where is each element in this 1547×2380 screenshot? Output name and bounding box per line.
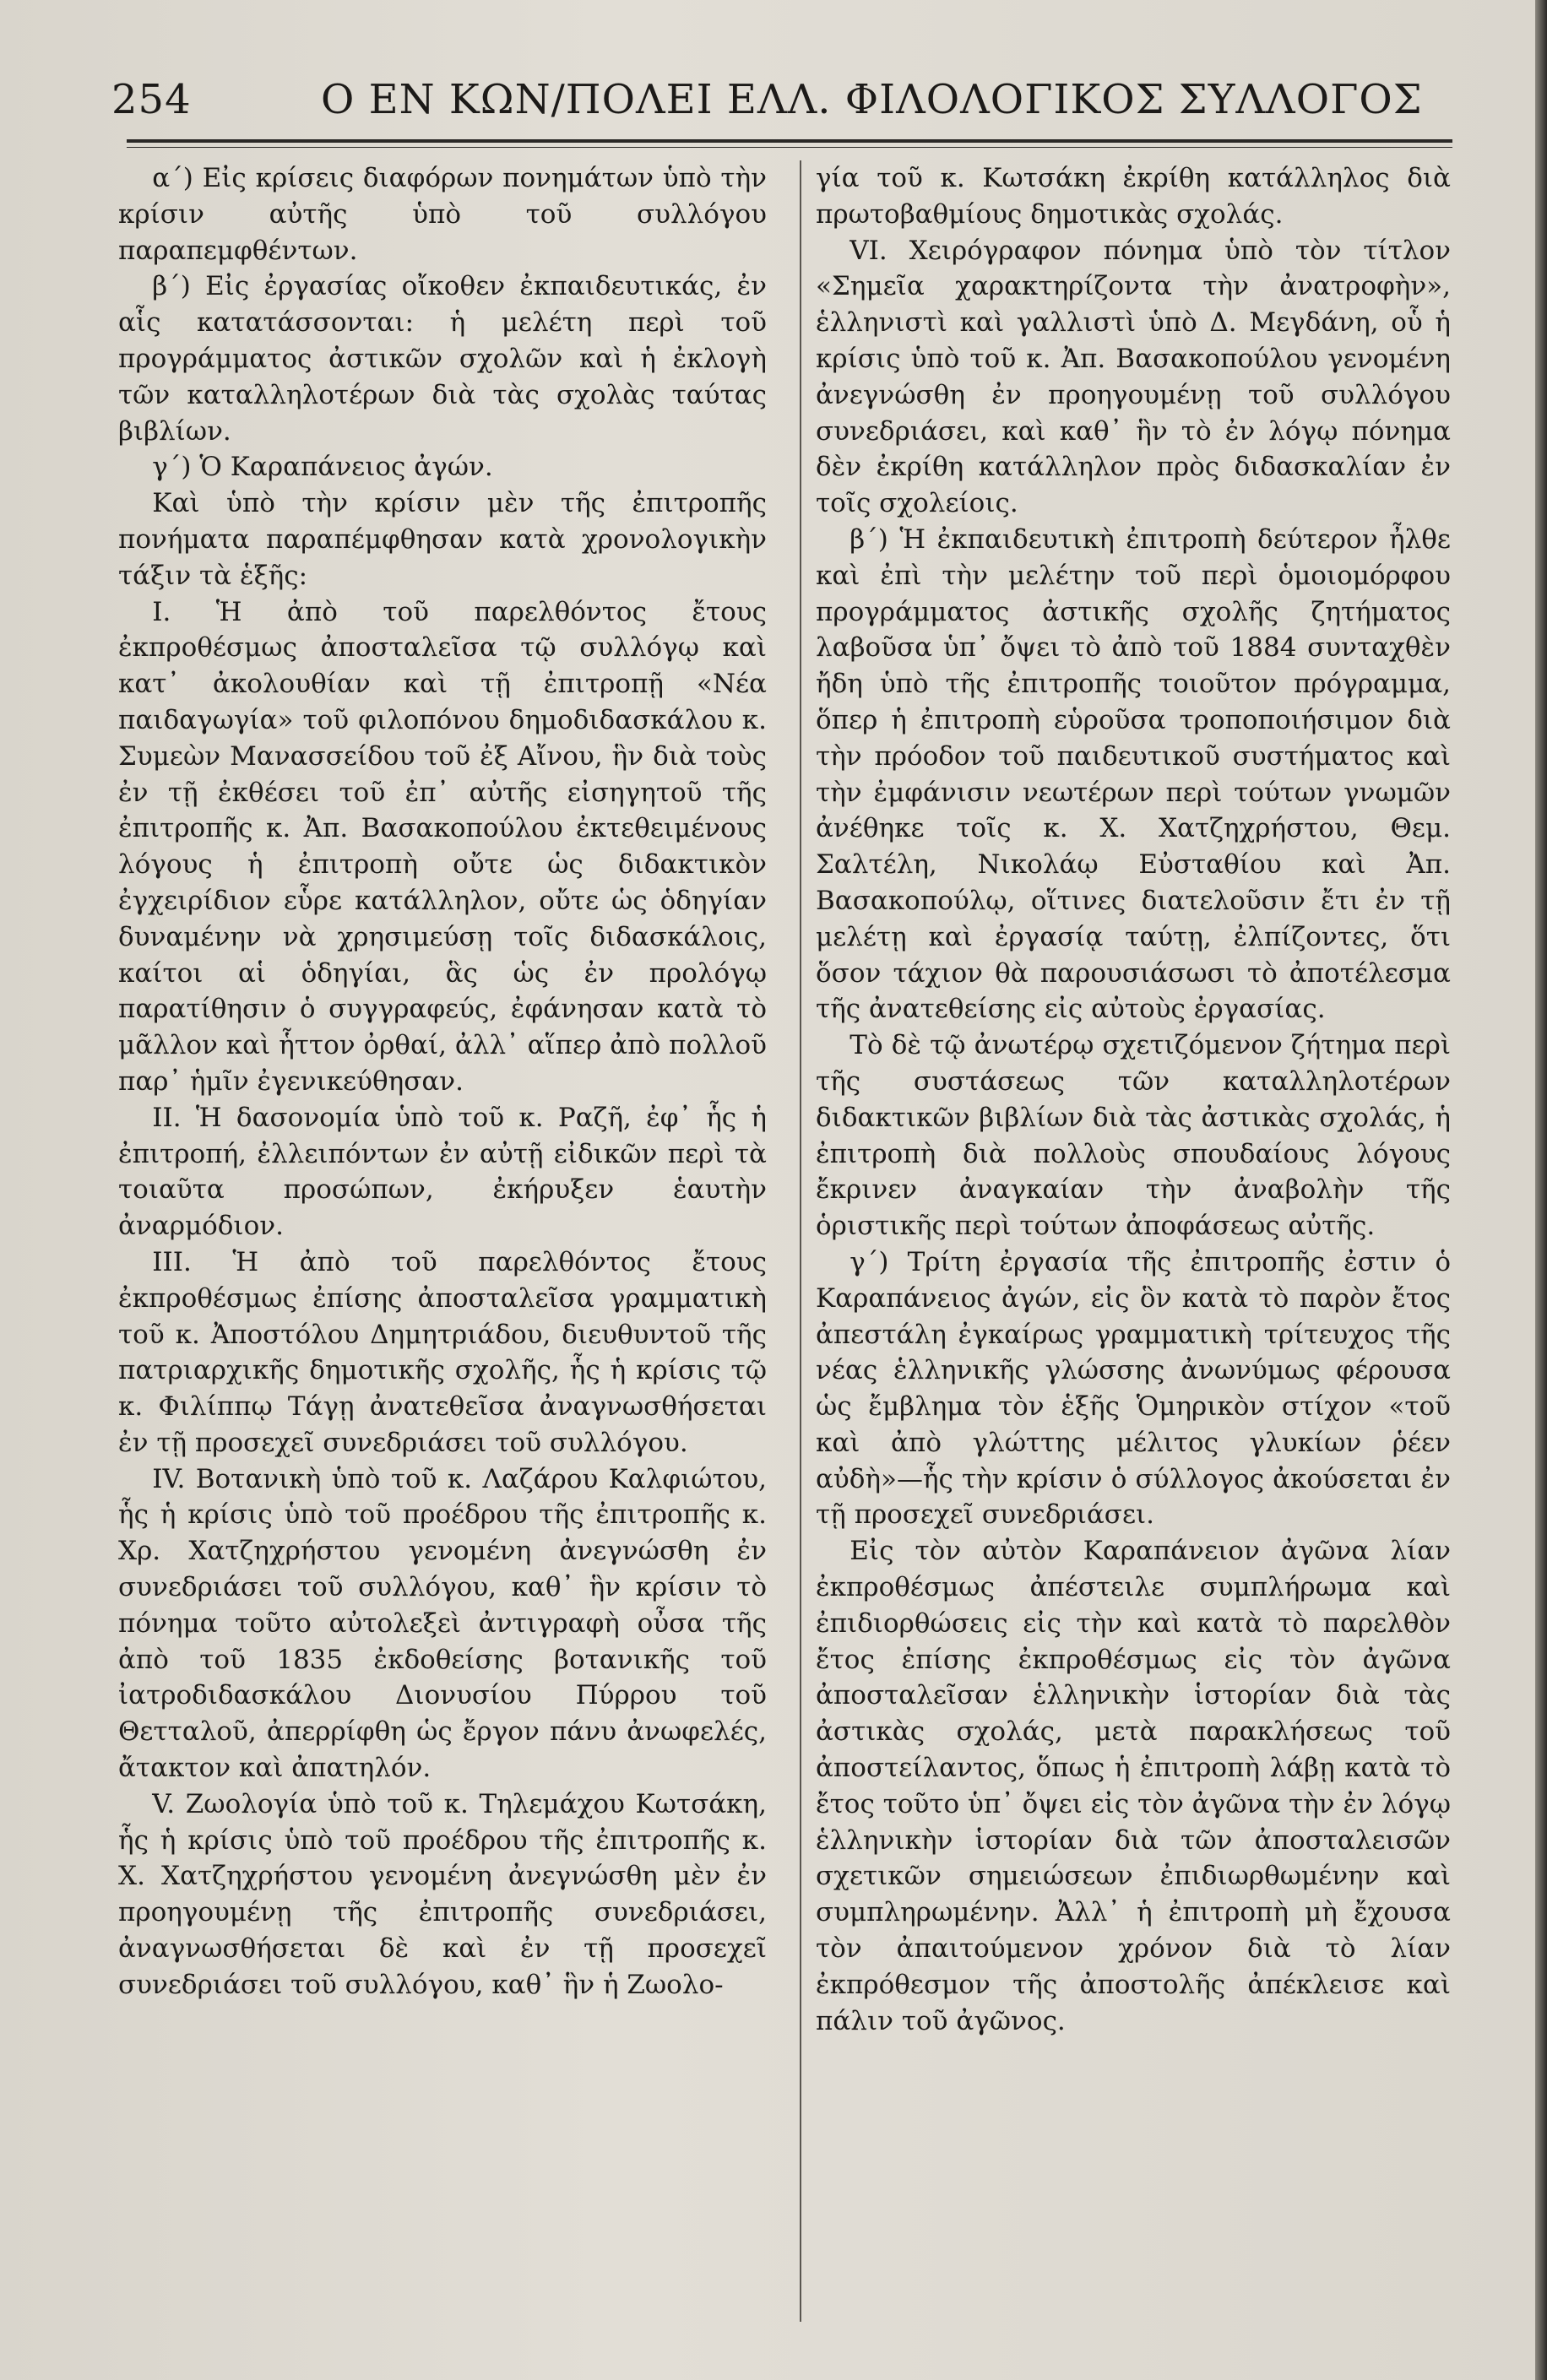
paragraph: VΙ. Χειρόγραφον πόνημα ὑπὸ τὸν τίτλον «Σημεῖα χαρακτηρίζοντα τὴν ἀνατροφὴν», ἑλληνιστὶ καὶ γαλλιστὶ ὑπὸ Δ. Μεγδάνη, οὗ ἡ κρίσις ὑπὸ τοῦ κ. Ἀπ. Βασακοπούλου γενομένη ἀνεγνώσθη ἐν προηγουμένῃ τοῦ συλλόγου συνεδριάσει, καὶ καθ᾽ ἣν τὸ ἐν λόγῳ πόνημα δὲν ἐκρίθη κατάλληλον πρὸς διδασκαλίαν ἐν τοῖς σχολείοις. [816,235,1451,519]
header-rule-thin [127,147,1452,148]
paragraph: Εἰς τὸν αὐτὸν Καραπάνειον ἀγῶνα λίαν ἐκπροθέσμως ἀπέστειλε συμπλήρωμα καὶ ἐπιδιορθώσεις εἰς τὴν καὶ κατὰ τὸ παρελθὸν ἔτος ἐπίσης ἐκπροθέσμως εἰς τὸν ἀγῶνα ἀποσταλεῖσαν ἑλληνικὴν ἱστορίαν διὰ τὰς ἀστικὰς σχολάς, μετὰ παρακλήσεως τοῦ ἀποστείλαντος, ὅπως ἡ ἐπιτροπὴ λάβῃ κατὰ τὸ ἔτος τοῦτο ὑπ᾽ ὄψει εἰς τὸν ἀγῶνα τὴν ἐν λόγῳ ἑλληνικὴν ἱστορίαν διὰ τῶν ἀποσταλεισῶν σχετικῶν σημειώσεων ἐπιδιωρθωμένην καὶ συμπληρωμένην. Ἀλλ᾽ ἡ ἐπιτροπὴ μὴ ἔχουσα τὸν ἀπαιτούμενον χρόνον διὰ τὸ λίαν ἐκπρόθεσμον τῆς ἀποστολῆς ἀπέκλεισε καὶ πάλιν τοῦ ἀγῶνος. [816,1536,1451,2036]
paragraph: γ΄) Ὁ Καραπάνειος ἀγών. [152,452,493,483]
column-divider [800,160,801,2322]
paragraph: Τὸ δὲ τῷ ἀνωτέρῳ σχετιζόμενον ζήτημα περὶ τῆς συστάσεως τῶν καταλληλοτέρων διδακτικῶν βιβλίων διὰ τὰς ἀστικὰς σχολάς, ἡ ἐπιτροπὴ διὰ πολλοὺς σπουδαίους λόγους ἔκρινεν ἀναγκαίαν τὴν ἀναβολὴν τῆς ὁριστικῆς περὶ τούτων ἀποφάσεως αὐτῆς. [816,1030,1451,1242]
right-column [816,160,1451,2039]
paragraph: β΄) Εἰς ἐργασίας οἴκοθεν ἐκπαιδευτικάς, ἐν αἷς κατατάσσονται: ἡ μελέτη περὶ τοῦ προγράμματος ἀστικῶν σχολῶν καὶ ἡ ἐκλογὴ τῶν καταλληλοτέρων διὰ τὰς σχολὰς ταύτας βιβλίων. [118,271,767,447]
paragraph: β΄) Ἡ ἐκπαιδευτικὴ ἐπιτροπὴ δεύτερον ἦλθε καὶ ἐπὶ τὴν μελέτην τοῦ περὶ ὁμοιομόρφου προγράμματος ἀστικῆς σχολῆς ζητήματος λαβοῦσα ὑπ᾽ ὄψει τὸ ἀπὸ τοῦ 1884 συνταχθὲν ἤδη ὑπὸ τῆς ἐπιτροπῆς τοιοῦτον πρόγραμμα, ὅπερ ἡ ἐπιτροπὴ εὑροῦσα τροποποιήσιμον διὰ τὴν πρόοδον τοῦ παιδευτικοῦ συστήματος καὶ τὴν ἐμφάνισιν νεωτέρων περὶ τούτων γνωμῶν ἀνέθηκε τοῖς κ. Χ. Χατζηχρήστου, Θεμ. Σαλτέλη, Νικολάῳ Εὐσταθίου καὶ Ἀπ. Βασακοπούλῳ, οἵτινες διατελοῦσιν ἔτι ἐν τῇ μελέτῃ καὶ ἐργασίᾳ ταύτῃ, ἐλπίζοντες, ὅτι ὅσον τάχιον θὰ παρουσιάσωσι τὸ ἀποτέλεσμα τῆς ἀνατεθείσης εἰς αὐτοὺς ἐργασίας. [816,523,1451,1025]
paragraph: γ΄) Τρίτη ἐργασία τῆς ἐπιτροπῆς ἐστιν ὁ Καραπάνειος ἀγών, εἰς ὃν κατὰ τὸ παρὸν ἔτος ἀπεστάλη ἐγκαίρως γραμματικὴ τρίτευχος τῆς νέας ἑλληνικῆς γλώσσης ἀνωνύμως φέρουσα ὡς ἔμβλημα τὸν ἑξῆς Ὁμηρικὸν στίχον «τοῦ καὶ ἀπὸ γλώττης μέλιτος γλυκίων ῥέεν αὐδὴ»—ἧς τὴν κρίσιν ὁ σύλλογος ἀκούσεται ἐν τῇ προσεχεῖ συνεδριάσει. [816,1246,1451,1531]
running-title: Ο ΕΝ ΚΩΝ/ΠΟΛΕΙ ΕΛΛ. ΦΙΛΟΛΟΓΙΚΟΣ ΣΥΛΛΟΓΟΣ [321,76,1423,123]
paragraph: V. Ζωολογία ὑπὸ τοῦ κ. Τηλεμάχου Κωτσάκη, ἧς ἡ κρίσις ὑπὸ τοῦ προέδρου τῆς ἐπιτροπῆς κ. Χ. Χατζηχρήστου γενομένη ἀνεγνώσθη μὲν ἐν προηγουμένῃ τῆς ἐπιτροπῆς συνεδριάσει, ἀναγνωσθήσεται δὲ καὶ ἐν τῇ προσεχεῖ συνεδριάσει τοῦ συλλόγου, καθ᾽ ἣν ἡ Ζωολο- [118,1788,767,2000]
paragraph: Καὶ ὑπὸ τὴν κρίσιν μὲν τῆς ἐπιτροπῆς πονήματα παραπέμφθησαν κατὰ χρονολογικὴν τάξιν τὰ ἑξῆς: [118,488,767,591]
paragraph: γία τοῦ κ. Κωτσάκη ἐκρίθη κατάλληλος διὰ πρωτοβαθμίους δημοτικὰς σχολάς. [816,163,1451,230]
paragraph: ΙΙΙ. Ἡ ἀπὸ τοῦ παρελθόντος ἔτους ἐκπροθέσμως ἐπίσης ἀποσταλεῖσα γραμματικὴ τοῦ κ. Ἀποστόλου Δημητριάδου, διευθυντοῦ τῆς πατριαρχικῆς δημοτικῆς σχολῆς, ἧς ἡ κρίσις τῷ κ. Φιλίππῳ Τάγῃ ἀνατεθεῖσα ἀναγνωσθήσεται ἐν τῇ προσεχεῖ συνεδριάσει τοῦ συλλόγου. [118,1246,767,1458]
page-header [111,76,1479,135]
paragraph: Ι. Ἡ ἀπὸ τοῦ παρελθόντος ἔτους ἐκπροθέσμως ἀποσταλεῖσα τῷ συλλόγῳ καὶ κατ᾽ ἀκολουθίαν καὶ τῇ ἐπιτροπῇ «Νέα παιδαγωγία» τοῦ φιλοπόνου δημοδιδασκάλου κ. Συμεὼν Μανασσείδου τοῦ ἐξ Αἴνου, ἣν διὰ τοὺς ἐν τῇ ἐκθέσει τοῦ ἐπ᾽ αὐτῆς εἰσηγητοῦ τῆς ἐπιτροπῆς κ. Ἀπ. Βασακοπούλου ἐκτεθειμένους λόγους ἡ ἐπιτροπὴ οὔτε ὡς διδακτικὸν ἐγχειρίδιον εὗρε κατάλληλον, οὔτε ὡς ὁδηγίαν δυναμένην νὰ χρησιμεύσῃ τοῖς διδασκάλοις, καίτοι αἱ ὁδηγίαι, ἃς ὡς ἐν προλόγῳ παρατίθησιν ὁ συγγραφεύς, ἐφάνησαν κατὰ τὸ μᾶλλον καὶ ἧττον ὀρθαί, ἀλλ᾽ αἵπερ ἀπὸ πολλοῦ παρ᾽ ἡμῖν ἐγενικεύθησαν. [118,596,767,1097]
left-column [118,160,767,2003]
header-rule [127,139,1452,143]
paragraph: α΄) Εἰς κρίσεις διαφόρων πονημάτων ὑπὸ τὴν κρίσιν αὐτῆς ὑπὸ τοῦ συλλόγου παραπεμφθέντων. [118,163,767,266]
page-edge-shadow [1535,0,1547,2380]
paragraph: ΙΙ. Ἡ δασονομία ὑπὸ τοῦ κ. Ραζῆ, ἐφ᾽ ἧς ἡ ἐπιτροπή, ἐλλειπόντων ἐν αὐτῇ εἰδικῶν περὶ τὰ τοιαῦτα προσώπων, ἐκήρυξεν ἑαυτὴν ἀναρμόδιον. [118,1102,767,1242]
paragraph: ΙV. Βοτανικὴ ὑπὸ τοῦ κ. Λαζάρου Καλφιώτου, ἧς ἡ κρίσις ὑπὸ τοῦ προέδρου τῆς ἐπιτροπῆς κ. Χρ. Χατζηχρήστου γενομένη ἀνεγνώσθη ἐν συνεδριάσει τοῦ συλλόγου, καθ᾽ ἣν κρίσιν τὸ πόνημα τοῦτο αὐτολεξεὶ ἀντιγραφὴ οὖσα τῆς ἀπὸ τοῦ 1835 ἐκδοθείσης βοτανικῆς τοῦ ἰατροδιδασκάλου Διονυσίου Πύρρου τοῦ Θετταλοῦ, ἀπερρίφθη ὡς ἔργον πάνυ ἀνωφελές, ἄτακτον καὶ ἀπατηλόν. [118,1463,767,1784]
page-number: 254 [111,76,192,123]
